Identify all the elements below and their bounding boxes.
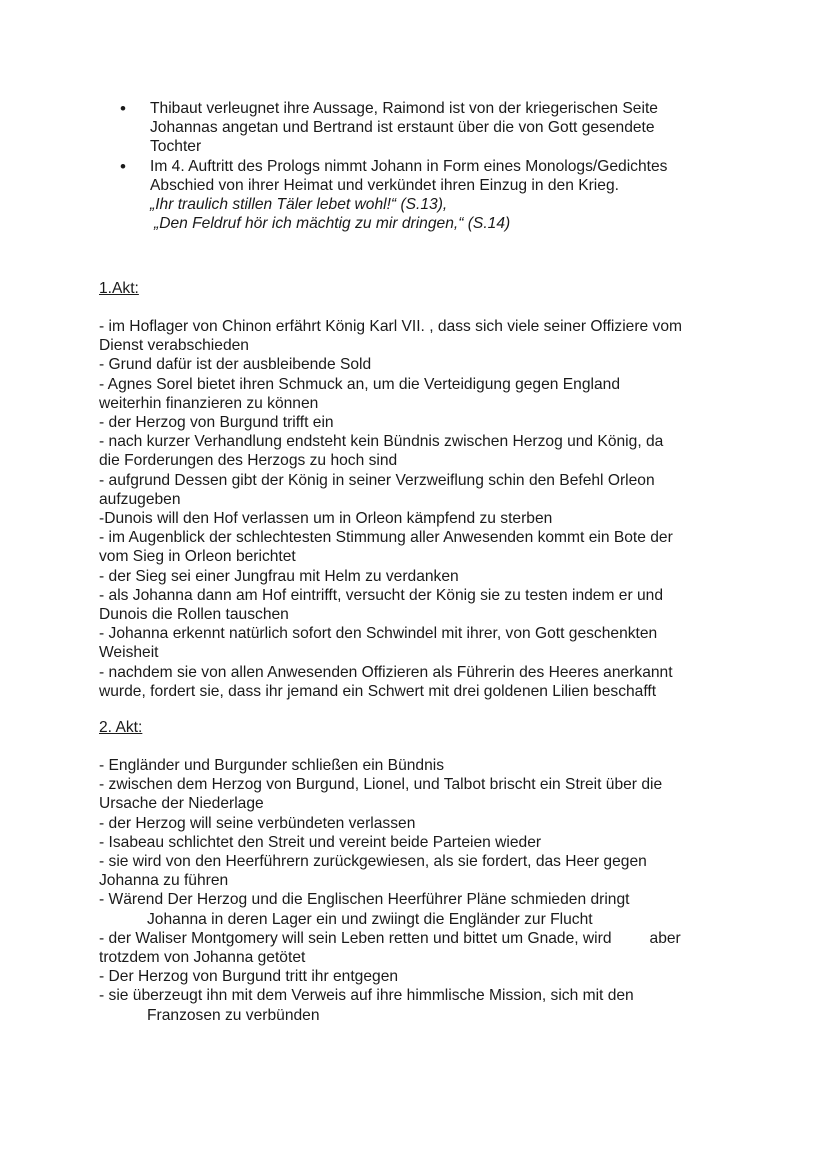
- text-line: wurde, fordert sie, dass ihr jemand ein Schwert mit drei goldenen Lilien beschafft: [99, 682, 657, 700]
- text-line: - sie wird von den Heerführern zurückgewiesen, als sie fordert, das Heer gegen: [99, 853, 647, 871]
- text-line: trotzdem von Johanna getötet: [99, 949, 306, 967]
- text-line: - Grund dafür ist der ausbleibende Sold: [99, 356, 372, 374]
- text-fragment: aber: [649, 929, 681, 947]
- text-line: weiterhin finanzieren zu können: [99, 394, 319, 412]
- bullet-item: [118, 157, 758, 234]
- text-line: - der Herzog will seine verbündeten verlassen: [99, 814, 416, 832]
- act2-heading: 2. Akt:: [99, 719, 143, 736]
- bullet-item: [118, 99, 758, 157]
- text-line: Tochter: [150, 138, 202, 156]
- text-line: Abschied von ihrer Heimat und verkündet ihren Einzug in den Krieg.: [150, 176, 619, 194]
- text-line: - Der Herzog von Burgund tritt ihr entgegen: [99, 968, 399, 986]
- text-line: - Wärend Der Herzog und die Englischen Heerführer Pläne schmieden dringt: [99, 891, 630, 909]
- text-line: - als Johanna dann am Hof eintrifft, versucht der König sie zu testen indem er und: [99, 586, 664, 604]
- text-line: - nach kurzer Verhandlung endsteht kein Bündnis zwischen Herzog und König, da: [99, 433, 664, 451]
- text-line: - Johanna erkennt natürlich sofort den Schwindel mit ihrer, von Gott geschenkten: [99, 625, 658, 643]
- text-line: Ursache der Niederlage: [99, 795, 264, 813]
- text-line: [99, 929, 739, 948]
- text-line: - der Herzog von Burgund trifft ein: [99, 414, 334, 432]
- text-line: - sie überzeugt ihn mit dem Verweis auf ihre himmlische Mission, sich mit den: [99, 987, 634, 1005]
- text-fragment: - der Waliser Montgomery will sein Leben retten und bittet um Gnade, wird: [99, 929, 612, 947]
- text-line: die Forderungen des Herzogs zu hoch sind: [99, 452, 398, 470]
- text-line: - aufgrund Dessen gibt der König in seiner Verzweiflung schin den Befehl Orleon: [99, 471, 655, 489]
- text-line: Johanna in deren Lager ein und zwiingt die Engländer zur Flucht: [147, 910, 593, 928]
- act1-text: [99, 317, 739, 701]
- text-line: - Agnes Sorel bietet ihren Schmuck an, um die Verteidigung gegen England: [99, 375, 620, 393]
- text-line: Johanna zu führen: [99, 872, 229, 890]
- text-line: Weisheit: [99, 644, 159, 662]
- text-line: - zwischen dem Herzog von Burgund, Lionel, und Talbot brischt ein Streit über die: [99, 776, 663, 794]
- act1-heading: 1.Akt:: [99, 280, 139, 297]
- text-line: - im Hoflager von Chinon erfährt König Karl VII. , dass sich viele seiner Offiziere vom: [99, 318, 682, 335]
- text-line: - im Augenblick der schlechtesten Stimmung aller Anwesenden kommt ein Bote der: [99, 529, 673, 547]
- text-line: Dunois die Rollen tauschen: [99, 606, 289, 624]
- prolog-bullet-list: [118, 99, 758, 233]
- quote-line: „Ihr traulich stillen Täler lebet wohl!“ (S.13),: [150, 196, 448, 214]
- text-line: vom Sieg in Orleon berichtet: [99, 548, 296, 566]
- quote-line: „Den Feldruf hör ich mächtig zu mir dringen,“ (S.14): [154, 215, 511, 233]
- act2-text: [99, 756, 739, 1025]
- text-line: • Im 4. Auftritt des Prologs nimmt Johann in Form eines Monologs/Gedichtes: [150, 157, 668, 175]
- text-line: -Dunois will den Hof verlassen um in Orleon kämpfend zu sterben: [99, 510, 553, 528]
- text-line: Franzosen zu verbünden: [147, 1006, 320, 1024]
- text-line: Johannas angetan und Bertrand ist erstaunt über die von Gott gesendete: [150, 119, 655, 137]
- text-line: • Thibaut verleugnet ihre Aussage, Raimond ist von der kriegerischen Seite: [150, 100, 658, 117]
- text-line: aufzugeben: [99, 490, 181, 508]
- text-line: - der Sieg sei einer Jungfrau mit Helm zu verdanken: [99, 567, 459, 585]
- text-line: - nachdem sie von allen Anwesenden Offizieren als Führerin des Heeres anerkannt: [99, 663, 673, 681]
- text-line: - Engländer und Burgunder schließen ein Bündnis: [99, 757, 445, 774]
- text-line: Dienst verabschieden: [99, 337, 249, 355]
- text-line: - Isabeau schlichtet den Streit und vereint beide Parteien wieder: [99, 833, 542, 851]
